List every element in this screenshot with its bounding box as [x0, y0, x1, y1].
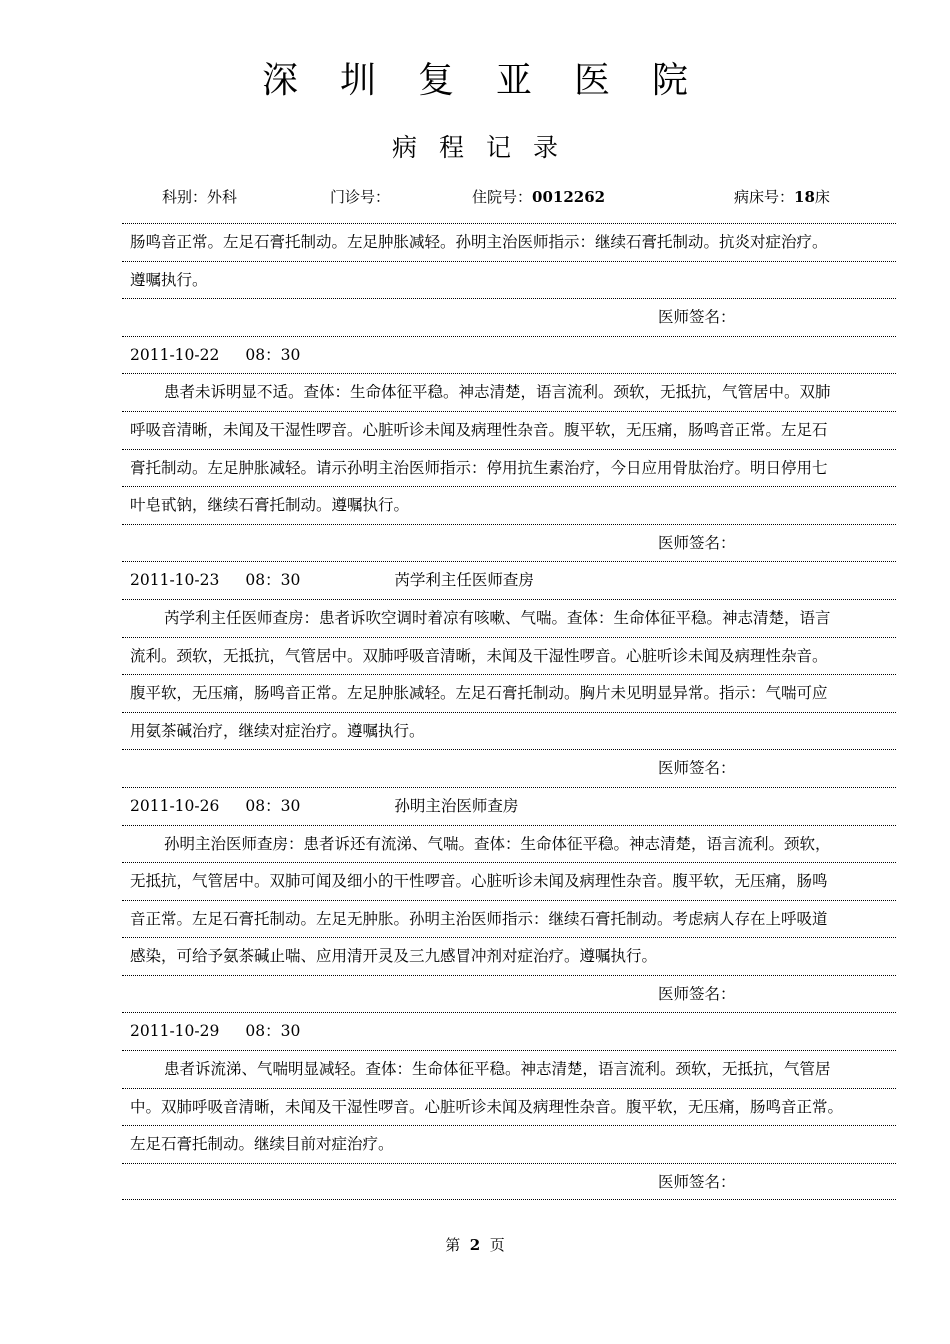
- signature-label: 医师签名：: [658, 759, 736, 778]
- inpatient-label: 住院号：: [472, 188, 533, 206]
- text-line: 膏托制动。左足肿胀减轻。请示孙明主治医师指示：停用抗生素治疗，今日应用骨肽治疗。明日停用七: [122, 449, 896, 487]
- text-line: 腹平软，无压痛，肠鸣音正常。左足肿胀减轻。左足石膏托制动。胸片未见明显异常。指示：气喘可应: [122, 674, 896, 712]
- signature-label: 医师签名：: [658, 984, 736, 1003]
- text-line: 无抵抗，气管居中。双肺可闻及细小的干性啰音。心脏听诊未闻及病理性杂音。腹平软，无压痛，肠鸣: [122, 862, 896, 900]
- entry-time: 08：30: [245, 345, 301, 364]
- entry-date: 2011-10-29: [130, 1022, 220, 1041]
- entry-title: 芮学利主任医师查房: [394, 571, 534, 590]
- signature-label: 医师签名：: [658, 308, 736, 327]
- text-line: 叶皂甙钠，继续石膏托制动。遵嘱执行。: [122, 486, 896, 524]
- page-suffix: 页: [489, 1236, 505, 1254]
- entry-date-line: [122, 787, 896, 825]
- text-line: 中。双肺呼吸音清晰，未闻及干湿性啰音。心脏听诊未闻及病理性杂音。腹平软，无压痛，肠鸣音正常。: [122, 1088, 896, 1126]
- entry-date-line: [122, 336, 896, 374]
- bed-value: 18: [794, 188, 815, 206]
- entry-date-line: [122, 561, 896, 599]
- bed-number: [734, 186, 830, 207]
- signature-line: [122, 298, 896, 336]
- entry-date: 2011-10-23: [130, 571, 220, 590]
- signature-line: [122, 1163, 896, 1201]
- signature-line: [122, 749, 896, 787]
- signature-line: [122, 975, 896, 1013]
- text-line: 左足石膏托制动。继续目前对症治疗。: [122, 1125, 896, 1163]
- text-line: 芮学利主任医师查房：患者诉吹空调时着凉有咳嗽、气喘。查体：生命体征平稳。神志清楚，语言: [122, 599, 896, 637]
- entry-time: 08：30: [245, 796, 301, 815]
- outpatient-number: 门诊号：: [330, 188, 391, 206]
- text-line: 遵嘱执行。: [122, 261, 896, 299]
- inpatient-number: [472, 186, 605, 207]
- text-line: 肠鸣音正常。左足石膏托制动。左足肿胀减轻。孙明主治医师指示：继续石膏托制动。抗炎对症治疗。: [122, 223, 896, 261]
- signature-label: 医师签名：: [658, 533, 736, 552]
- signature-label: 医师签名：: [658, 1172, 736, 1191]
- text-line: 患者未诉明显不适。查体：生命体征平稳。神志清楚，语言流利。颈软，无抵抗，气管居中。双肺: [122, 373, 896, 411]
- text-line: 用氨茶碱治疗，继续对症治疗。遵嘱执行。: [122, 712, 896, 750]
- entry-title: 孙明主治医师查房: [394, 796, 519, 815]
- page-prefix: 第: [445, 1236, 461, 1254]
- bed-label: 病床号：: [734, 188, 795, 206]
- entry-date-line: [122, 1012, 896, 1050]
- department: 科别：外科: [162, 188, 238, 206]
- record-title: 病程记录: [391, 133, 580, 162]
- entry-date: 2011-10-26: [130, 796, 220, 815]
- text-line: 音正常。左足石膏托制动。左足无肿胀。孙明主治医师指示：继续石膏托制动。考虑病人存在上呼吸道: [122, 900, 896, 938]
- page-number: [0, 1234, 950, 1255]
- entry-time: 08：30: [245, 571, 301, 590]
- text-line: 感染，可给予氨茶碱止喘、应用清开灵及三九感冒冲剂对症治疗。遵嘱执行。: [122, 937, 896, 975]
- text-line: 患者诉流涕、气喘明显减轻。查体：生命体征平稳。神志清楚，语言流利。颈软，无抵抗，气管居: [122, 1050, 896, 1088]
- entry-time: 08：30: [245, 1022, 301, 1041]
- text-line: 孙明主治医师查房：患者诉还有流涕、气喘。查体：生命体征平稳。神志清楚，语言流利。颈软，: [122, 825, 896, 863]
- entry-date: 2011-10-22: [130, 345, 220, 364]
- bed-unit: 床: [814, 188, 830, 206]
- inpatient-value: 0012262: [532, 188, 606, 206]
- text-line: 流利。颈软，无抵抗，气管居中。双肺呼吸音清晰，未闻及干湿性啰音。心脏听诊未闻及病理性杂音。: [122, 637, 896, 675]
- hospital-name: 深圳复亚医院: [261, 60, 730, 101]
- signature-line: [122, 524, 896, 562]
- progress-notes: [122, 223, 896, 1200]
- text-line: 呼吸音清晰，未闻及干湿性啰音。心脏听诊未闻及病理性杂音。腹平软，无压痛，肠鸣音正常。左足石: [122, 411, 896, 449]
- page-value: 2: [469, 1236, 481, 1254]
